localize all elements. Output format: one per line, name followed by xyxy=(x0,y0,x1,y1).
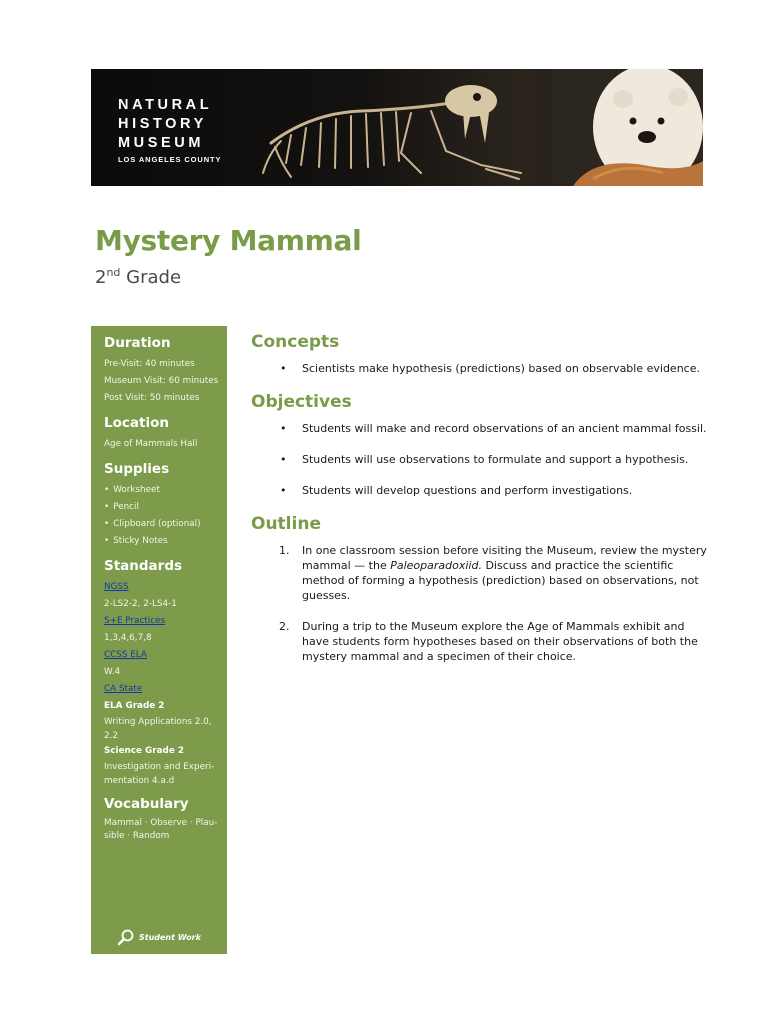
ccss-ela-text: W.4 xyxy=(104,667,121,677)
supplies-list xyxy=(104,482,227,550)
ngss-link[interactable]: NGSS xyxy=(104,582,129,592)
grade-level xyxy=(95,266,181,288)
concept-item: • Scientists make hypothesis (predictions) based on observable evidence. xyxy=(251,361,711,376)
supply-item: • Worksheet xyxy=(104,482,227,499)
ca-state-link[interactable]: CA State xyxy=(104,684,143,694)
outline-number: 2. xyxy=(279,620,290,633)
polar-bear-image xyxy=(553,69,703,186)
concepts-list xyxy=(251,361,711,376)
student-work-link[interactable] xyxy=(117,928,201,946)
standards-section xyxy=(104,558,227,788)
logo-line-1: NATURAL xyxy=(118,97,213,113)
vocabulary-section xyxy=(104,796,227,843)
grade-label: Grade xyxy=(126,267,182,288)
vocabulary-heading: Vocabulary xyxy=(104,796,189,812)
outline-italic-term: Paleoparadoxiid. xyxy=(390,559,482,572)
duration-heading: Duration xyxy=(104,335,171,351)
vocabulary-text: sible · Random xyxy=(104,831,170,841)
grade-number: 2 xyxy=(95,267,107,288)
se-practices-text: 1,3,4,6,7,8 xyxy=(104,633,152,643)
objectives-list xyxy=(251,421,711,498)
objective-item: • Students will use observations to formulate and support a hypothesis. xyxy=(251,452,711,467)
ela-grade-text: Writing Applications 2.0, xyxy=(104,717,212,727)
science-grade-text: mentation 4.a.d xyxy=(104,776,175,786)
standards-heading: Standards xyxy=(104,558,183,574)
outline-list xyxy=(251,543,711,664)
objective-item: • Students will make and record observations of an ancient mammal fossil. xyxy=(251,421,711,436)
duration-item: Post Visit: 50 minutes xyxy=(104,393,200,403)
museum-logo xyxy=(118,96,221,164)
concepts-heading: Concepts xyxy=(251,332,340,352)
objective-item: • Students will develop questions and perform investigations. xyxy=(251,483,711,498)
outline-text: In one classroom session before visiting the Museum, review the mystery mammal — the xyxy=(302,544,707,572)
supplies-heading: Supplies xyxy=(104,461,170,477)
outline-text: During a trip to the Museum explore the Age of Mammals exhibit and have students form hypotheses based on their observations of both the mystery mammal and a specimen of their choice. xyxy=(302,620,698,663)
logo-subtitle: LOS ANGELES COUNTY xyxy=(118,155,222,164)
duration-item: Museum Visit: 60 minutes xyxy=(104,376,219,386)
logo-line-3: MUSEUM xyxy=(118,135,205,151)
location-heading: Location xyxy=(104,415,169,431)
supplies-section xyxy=(104,461,227,550)
grade-suffix: nd xyxy=(106,266,121,279)
supply-item: • Pencil xyxy=(104,499,227,516)
location-text: Age of Mammals Hall xyxy=(104,439,198,449)
ngss-text: 2-LS2-2, 2-LS4-1 xyxy=(104,599,177,609)
outline-text: Discuss and practice the scientific method of forming a hypothesis (prediction) based on observations, not guesses. xyxy=(302,559,699,602)
ccss-ela-link[interactable]: CCSS ELA xyxy=(104,650,147,660)
outline-item xyxy=(251,543,711,603)
info-sidebar xyxy=(91,326,227,954)
vocabulary-text: Mammal · Observe · Plau- xyxy=(104,818,218,828)
duration-item: Pre-Visit: 40 minutes xyxy=(104,359,195,369)
main-content xyxy=(251,332,711,664)
student-work-label: Student Work xyxy=(139,932,201,942)
logo-line-2: HISTORY xyxy=(118,116,207,132)
science-grade-label: Science Grade 2 xyxy=(104,746,184,756)
location-section xyxy=(104,415,227,453)
ela-grade-label: ELA Grade 2 xyxy=(104,701,165,711)
se-practices-link[interactable]: S+E Practices xyxy=(104,616,166,626)
outline-number: 1. xyxy=(279,544,290,557)
magnifier-icon xyxy=(117,928,135,946)
science-grade-text: Investigation and Experi- xyxy=(104,762,215,772)
supply-item: • Sticky Notes xyxy=(104,533,227,550)
outline-item xyxy=(251,619,711,664)
objectives-heading: Objectives xyxy=(251,392,352,412)
page-title: Mystery Mammal xyxy=(95,224,362,257)
supply-item: • Clipboard (optional) xyxy=(104,516,227,533)
ela-grade-text: 2.2 xyxy=(104,731,118,741)
outline-heading: Outline xyxy=(251,514,321,534)
saber-tooth-skeleton-image xyxy=(251,73,551,185)
museum-banner xyxy=(91,69,703,186)
duration-section xyxy=(104,335,227,407)
